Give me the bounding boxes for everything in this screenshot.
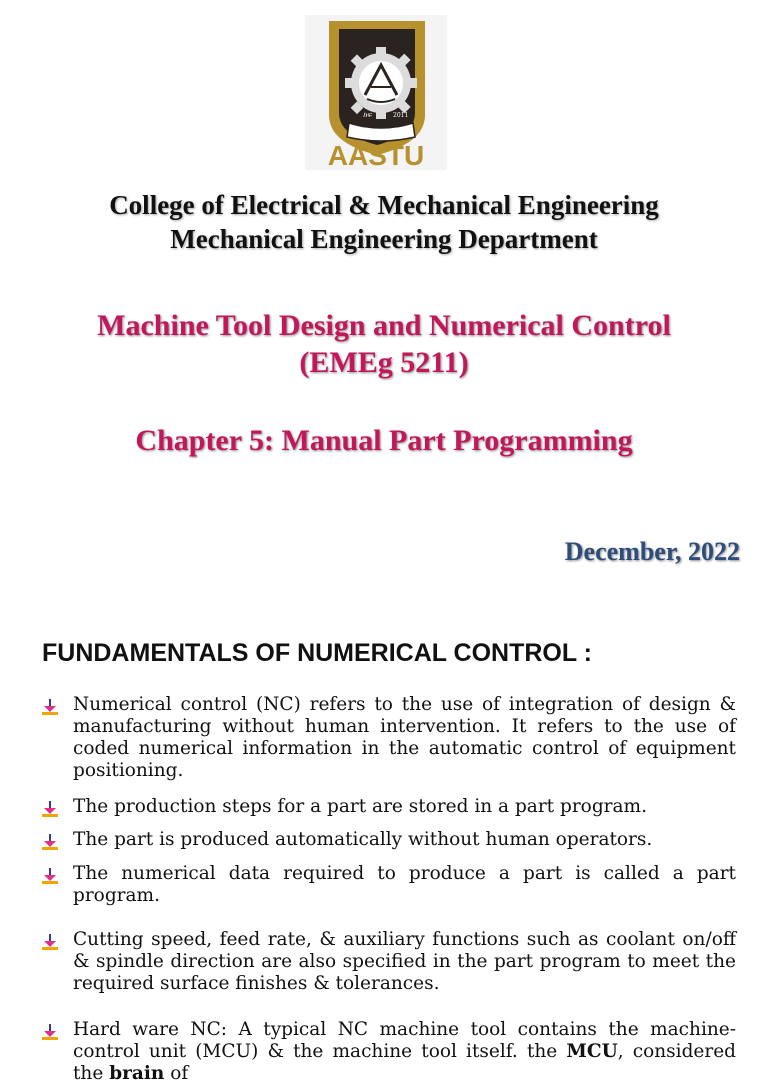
list-item	[40, 929, 736, 995]
aastu-wordmark: AASTU	[327, 140, 425, 171]
bullet-arrow-icon	[42, 801, 58, 817]
chapter-title: Chapter 5: Manual Part Programming	[135, 424, 633, 457]
course-title	[0, 307, 768, 381]
college-name	[0, 188, 768, 256]
bullet-text-part: Hard ware NC: A typical NC machine tool contains the machine-control unit (MCU) & the machine tool itself. the	[73, 1019, 736, 1062]
bullet-text	[73, 1019, 736, 1084]
list-item	[40, 863, 736, 907]
bullet-text: The part is produced automatically without human operators.	[73, 829, 653, 850]
course-code: (EMEg 5211)	[299, 346, 469, 379]
date-label: December, 2022	[564, 537, 740, 566]
bullet-text: The production steps for a part are stored in a part program.	[73, 796, 647, 817]
bullet-text: Numerical control (NC) refers to the use of integration of design & manufacturing without human intervention. It refers to the use of coded numerical information in the automatic control of equipment positioning.	[73, 694, 736, 781]
slide-heading: FUNDAMENTALS OF NUMERICAL CONTROL :	[42, 639, 592, 667]
bullet-text-part: of	[164, 1063, 189, 1084]
svg-text:2011: 2011	[393, 112, 409, 119]
aastu-logo	[305, 15, 447, 205]
list-item	[40, 796, 736, 818]
content-slide	[0, 612, 768, 1084]
bullet-arrow-icon	[42, 1024, 58, 1040]
svg-text:ከፍ: ከፍ	[363, 111, 372, 119]
list-item	[40, 694, 736, 782]
college-line: College of Electrical & Mechanical Engineering	[109, 190, 659, 220]
list-item	[40, 829, 736, 851]
bullet-list	[40, 694, 736, 1085]
course-name: Machine Tool Design and Numerical Control	[97, 309, 671, 342]
bullet-arrow-icon	[42, 834, 58, 850]
bullet-bold-term: brain	[109, 1063, 165, 1084]
aastu-logo-graphic	[305, 15, 447, 205]
gear-icon	[345, 47, 417, 119]
bullet-arrow-icon	[42, 934, 58, 950]
bullet-arrow-icon	[42, 868, 58, 884]
bullet-text: Cutting speed, feed rate, & auxiliary functions such as coolant on/off & spindle direction are also specified in the part program to meet the required surface finishes & tolerances.	[73, 929, 736, 994]
bullet-text-part: , considered the	[73, 1041, 737, 1084]
bullet-bold-term: MCU	[566, 1041, 618, 1062]
list-item	[40, 1019, 736, 1085]
department-line: Mechanical Engineering Department	[170, 224, 598, 254]
bullet-text: The numerical data required to produce a part is called a part program.	[73, 863, 736, 906]
bullet-arrow-icon	[42, 699, 58, 715]
